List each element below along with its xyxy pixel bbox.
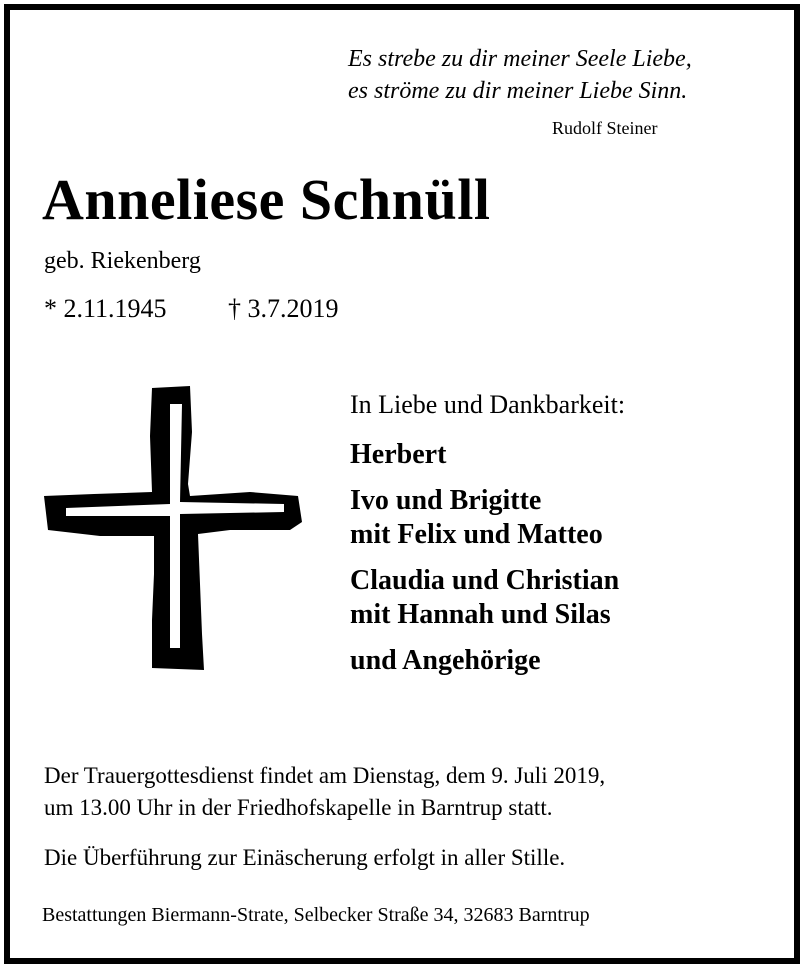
service-line-1: Der Trauergottesdienst findet am Dienstag, dem 9. Juli 2019, xyxy=(44,763,606,788)
service-line-2: um 13.00 Uhr in der Friedhofskapelle in Barntrup statt. xyxy=(44,795,553,820)
mourner-line: Claudia und Christian xyxy=(350,565,620,596)
undertaker-address: Bestattungen Biermann-Strate, Selbecker Straße 34, 32683 Barntrup xyxy=(42,904,590,926)
mourners-intro: In Liebe und Dankbarkeit: xyxy=(350,390,626,419)
deceased-name: Anneliese Schnüll xyxy=(42,167,491,232)
mourner-line: Herbert xyxy=(350,439,447,470)
birth-date: * 2.11.1945 xyxy=(44,294,167,323)
mourner-line: mit Hannah und Silas xyxy=(350,599,611,630)
birth-name: geb. Riekenberg xyxy=(44,248,201,274)
cross-icon xyxy=(40,384,306,672)
death-date: † 3.7.2019 xyxy=(228,294,339,323)
quote-author: Rudolf Steiner xyxy=(552,118,658,138)
service-line-3: Die Überführung zur Einäscherung erfolgt in aller Stille. xyxy=(44,845,566,870)
mourner-line: Ivo und Brigitte xyxy=(350,485,542,516)
mourner-line: und Angehörige xyxy=(350,645,541,676)
mourner-line: mit Felix und Matteo xyxy=(350,519,603,550)
quote-line-1: Es strebe zu dir meiner Seele Liebe, xyxy=(348,46,692,72)
quote-line-2: es ströme zu dir meiner Liebe Sinn. xyxy=(348,78,688,104)
